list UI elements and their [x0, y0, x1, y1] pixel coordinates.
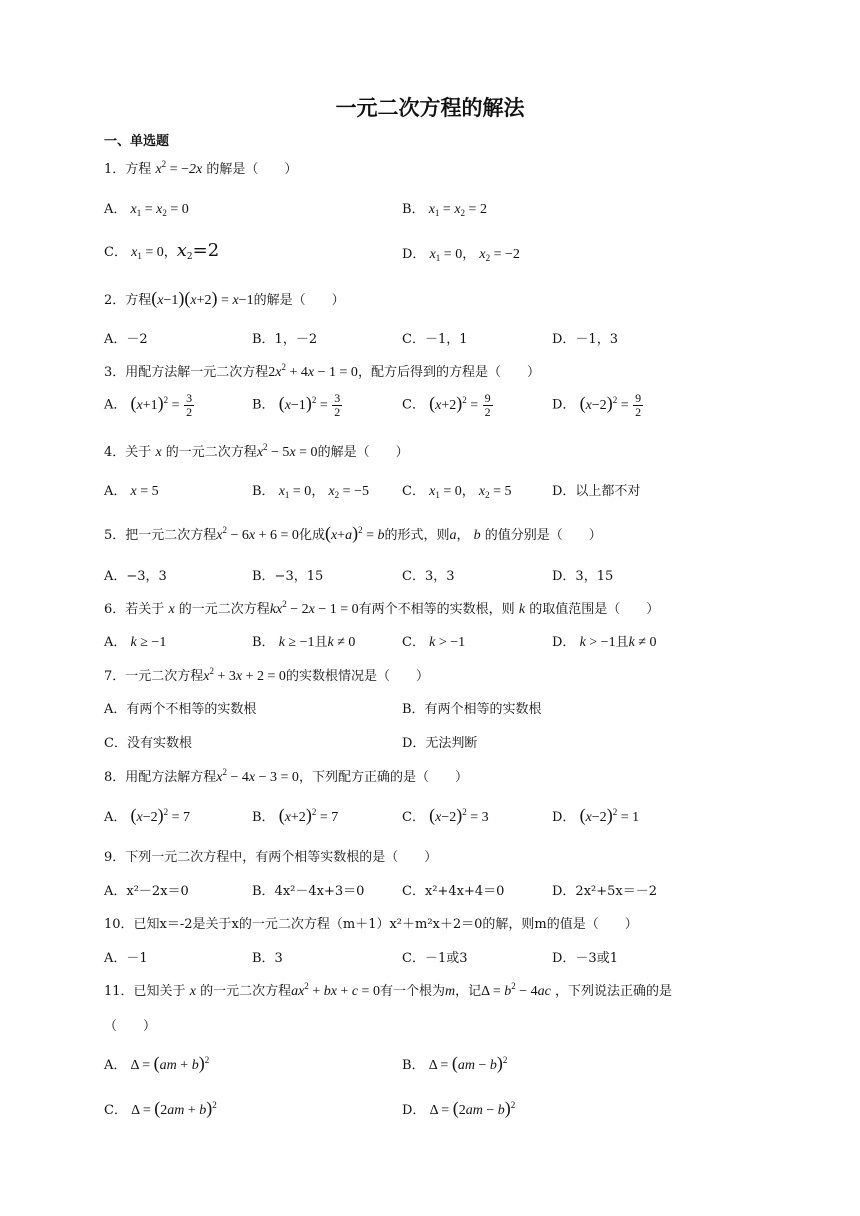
- q5-option-c[interactable]: C．3，3: [402, 569, 455, 584]
- q10-option-d[interactable]: D．－3或1: [552, 951, 618, 966]
- q11-option-b[interactable]: B． Δ = (am − b)$^2$: [402, 1053, 508, 1073]
- q6-option-a[interactable]: A． k ≥ −1: [104, 635, 167, 650]
- section-heading: 一、单选题: [104, 134, 170, 149]
- q1-option-a[interactable]: A． $x_1 = x_2 = 0$: [104, 202, 189, 218]
- q9-option-a[interactable]: A．x²－2x＝0: [104, 884, 189, 899]
- q9-option-d[interactable]: D．2x²+5x＝－2: [552, 884, 658, 899]
- q6-option-c[interactable]: C． k > −1: [402, 635, 466, 650]
- q11-option-a[interactable]: A． Δ = (am + b)$^2$: [104, 1053, 210, 1073]
- q4-option-b[interactable]: B． $x_1 = 0$， $x_2 = -5$: [252, 484, 369, 500]
- q4-option-c[interactable]: C． $x_1 = 0$， $x_2 = 5$: [402, 484, 512, 500]
- q5-option-d[interactable]: D．3，15: [552, 569, 614, 584]
- q2-option-c[interactable]: C．－1，1: [402, 332, 468, 347]
- q4-option-d[interactable]: D．以上都不对: [552, 484, 641, 499]
- q6-option-b[interactable]: B． k ≥ −1且k ≠ 0: [252, 635, 356, 650]
- question-11: 11．已知关于 x 的一元二次方程$ax^2$ + bx + c = 0有一个根为m，记$\Delta = b^2 - 4ac$ ，下列说法正确的是: [104, 981, 673, 999]
- q11-option-d[interactable]: D． $\Delta = (2am - b)^2$: [402, 1098, 516, 1118]
- q6-option-d[interactable]: D． k > −1且k ≠ 0: [552, 635, 657, 650]
- q10-option-b[interactable]: B．3: [252, 951, 283, 966]
- q1-option-d[interactable]: D． $x_1 = 0$， $x_2 = -2$: [402, 247, 520, 263]
- q8-option-d[interactable]: D． $(x-2)^2 = 1$: [552, 805, 640, 825]
- question-6: 6．若关于 x 的一元二次方程$kx^2 - 2x - 1 = 0$有两个不相等的实数根，则 k 的取值范围是（ ）: [104, 599, 660, 617]
- q2-option-a[interactable]: A．－2: [104, 332, 148, 347]
- q4-option-a[interactable]: A． x = 5: [104, 484, 159, 499]
- q3-option-a[interactable]: A． $(x+1)^2$ = $\frac{3}{2}$: [104, 391, 193, 419]
- q8-option-c[interactable]: C． $(x-2)^2 = 3$: [402, 805, 489, 825]
- q7-option-c[interactable]: C．没有实数根: [104, 736, 192, 751]
- question-9: 9．下列一元二次方程中，有两个相等实数根的是（ ）: [104, 850, 438, 865]
- question-1: 1．方程 $x^2 = -2x$ 的解是（ ）: [104, 159, 298, 177]
- question-7: 7．一元二次方程$x^2 + 3x + 2 = 0$的实数根情况是（ ）: [104, 666, 429, 684]
- q5-option-a[interactable]: A．−3，3: [104, 569, 167, 584]
- question-5: 5．把一元二次方程$x^2 - 6x + 6 = 0$化成$(x+a)^2 = b$的形式，则a， b 的值分别是（ ）: [104, 523, 602, 543]
- document-title: 一元二次方程的解法: [335, 96, 525, 120]
- q2-option-b[interactable]: B．1，－2: [252, 332, 318, 347]
- question-2: 2．方程(x−1)(x+2) = x−1的解是（ ）: [104, 288, 345, 308]
- question-4: 4．关于 x 的一元二次方程$x^2 - 5x = 0$的解是（ ）: [104, 442, 409, 460]
- q7-option-d[interactable]: D．无法判断: [402, 736, 478, 751]
- q3-option-d[interactable]: D． $(x-2)^2$ = $\frac{9}{2}$: [552, 391, 642, 419]
- question-10: 10．已知x＝-2是关于x的一元二次方程（m＋1）x²＋m²x＋2＝0的解，则m的值是（ ）: [104, 917, 638, 932]
- q9-option-c[interactable]: C．x²+4x+4＝0: [402, 884, 505, 899]
- q1-equation: $x^2 = -2x$: [155, 159, 203, 177]
- q1-option-c[interactable]: C． $x_1 = 0$，$x_2=2$: [104, 240, 220, 262]
- q11-option-c[interactable]: C． $\Delta = (2am + b)^2$: [104, 1098, 217, 1118]
- q8-option-a[interactable]: A． $(x-2)^2 = 7$: [104, 805, 191, 825]
- q9-option-b[interactable]: B．4x²－4x+3＝0: [252, 884, 365, 899]
- q10-option-c[interactable]: C．－1或3: [402, 951, 468, 966]
- q8-option-b[interactable]: B． $(x+2)^2 = 7$: [252, 805, 339, 825]
- q5-option-b[interactable]: B．−3，15: [252, 569, 324, 584]
- q7-option-a[interactable]: A．有两个不相等的实数根: [104, 702, 257, 717]
- q3-option-b[interactable]: B． $(x-1)^2$ = $\frac{3}{2}$: [252, 391, 341, 419]
- q2-option-d[interactable]: D．－1，3: [552, 332, 618, 347]
- q1-option-b[interactable]: B． $x_1 = x_2 = 2$: [402, 202, 487, 218]
- question-8: 8．用配方法解方程$x^2 - 4x - 3 = 0$，下列配方正确的是（ ）: [104, 767, 468, 785]
- q3-option-c[interactable]: C． $(x+2)^2$ = $\frac{9}{2}$: [402, 391, 491, 419]
- question-3: 3．用配方法解一元二次方程$2x^2 + 4x - 1 = 0$，配方后得到的方程是（ ）: [104, 362, 540, 380]
- question-11-continuation: （ ）: [104, 1019, 157, 1034]
- q7-option-b[interactable]: B．有两个相等的实数根: [402, 702, 542, 717]
- q10-option-a[interactable]: A．－1: [104, 951, 148, 966]
